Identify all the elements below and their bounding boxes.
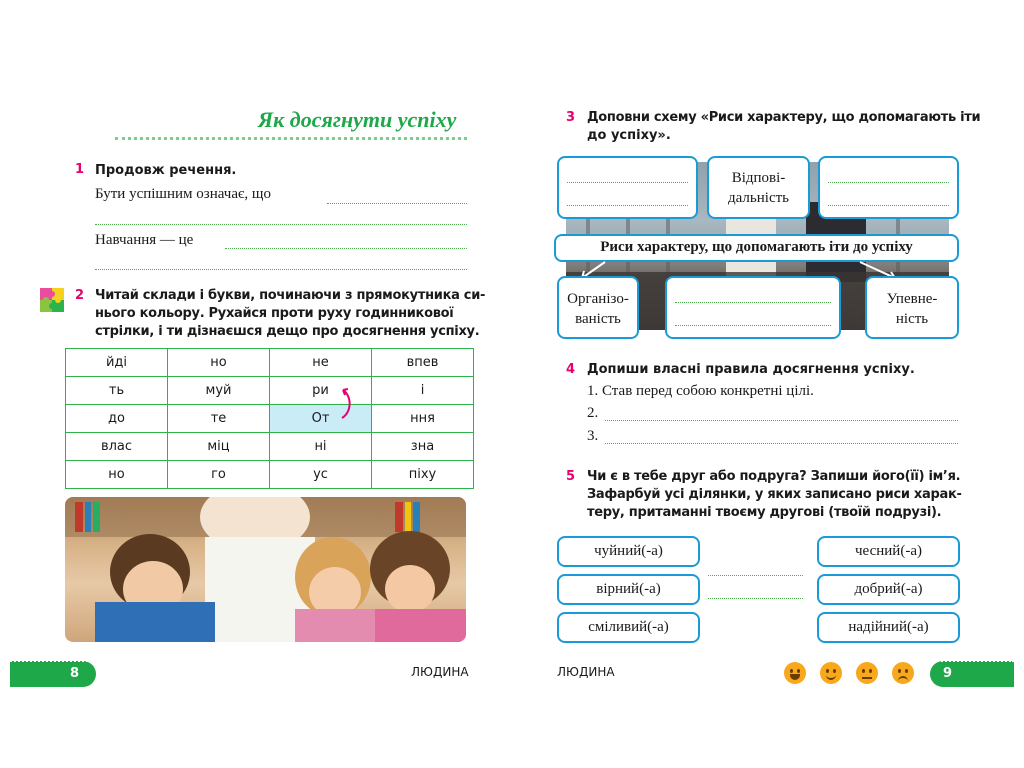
question-3-text-line-2: до успіху». [587,128,671,143]
scheme-empty-box-bottom-middle[interactable] [665,276,841,339]
answer-line[interactable] [95,224,467,225]
smiley-laugh-icon[interactable] [784,662,806,684]
answer-line[interactable] [605,443,958,444]
question-2-text-line-1: Читай склади і букви, починаючи з прямокутника си- [95,288,486,303]
question-number-4: 4 [566,362,576,377]
grid-cell: ус [270,461,372,489]
grid-cell: ння [372,405,474,433]
grid-cell: не [270,349,372,377]
scheme-empty-box-top-left[interactable] [557,156,698,219]
children-studying-photo [65,497,466,642]
page-number-right: 9 [943,666,953,681]
sentence-start-2: Навчання — це [95,232,194,248]
footer-dotted-rule-left [10,660,96,662]
grid-cell: до [66,405,168,433]
scheme-box-confidence-line-1: Упевне- [886,291,938,307]
trait-box-right-3[interactable]: надійний(-а) [817,612,960,643]
answer-line[interactable] [605,420,958,421]
footer-section-right: ЛЮДИНА [557,665,615,679]
grid-cell: і [372,377,474,405]
question-5-text-line-3: теру, притаманні твоєму другові (твоїй подрузі). [587,505,942,520]
scheme-box-responsibility-line-2: дальність [728,190,789,206]
question-4-text: Допиши власні правила досягнення успіху. [587,362,915,377]
scheme-center-label: Риси характеру, що допомагають іти до успіху [600,239,913,255]
grid-cell: ть [66,377,168,405]
grid-cell: но [168,349,270,377]
scheme-box-confidence [865,276,959,339]
question-number-2: 2 [75,288,85,303]
footer-green-strip-left [10,661,96,687]
question-number-5: 5 [566,469,576,484]
trait-box-left-2[interactable]: вірний(-а) [557,574,700,605]
answer-line[interactable] [95,269,467,270]
answer-line[interactable] [327,203,467,204]
trait-box-left-3[interactable]: сміливий(-а) [557,612,700,643]
grid-cell: зна [372,433,474,461]
syllable-grid [65,348,474,489]
question-3-text-line-1: Доповни схему «Риси характеру, що допомагають іти [587,110,981,125]
ccw-arrow-icon [338,384,354,424]
rule-item-3-number: 3. [587,428,599,444]
title-dotted-rule [115,137,467,140]
trait-box-left-1[interactable]: чуйний(-а) [557,536,700,567]
smiley-happy-icon[interactable] [820,662,842,684]
grid-cell: но [66,461,168,489]
question-2-text-line-3: стрілки, і ти дізнаєшся дещо про досягнення успіху. [95,324,480,339]
scheme-box-confidence-line-2: ність [895,311,929,327]
question-number-3: 3 [566,110,576,125]
scheme-box-organization-line-2: ваність [575,311,621,327]
grid-cell: ні [270,433,372,461]
friend-name-line[interactable] [708,575,803,576]
scheme-box-responsibility [707,156,810,219]
scheme-box-responsibility-line-1: Відпові- [731,170,786,186]
answer-line[interactable] [225,248,467,249]
friend-name-line[interactable] [708,598,803,599]
question-1-text: Продовж речення. [95,163,237,178]
question-5-text-line-2: Зафарбуй усі ділянки, у яких записано риси харак- [587,487,962,502]
grid-cell: впев [372,349,474,377]
smiley-sad-icon[interactable] [892,662,914,684]
question-number-1: 1 [75,162,85,177]
grid-cell: піху [372,461,474,489]
footer-section-left: ЛЮДИНА [411,665,469,679]
grid-cell: влас [66,433,168,461]
grid-cell: го [168,461,270,489]
smiley-neutral-icon[interactable] [856,662,878,684]
grid-cell: міц [168,433,270,461]
trait-box-right-1[interactable]: чесний(-а) [817,536,960,567]
rule-item-2-number: 2. [587,405,599,421]
grid-cell: те [168,405,270,433]
question-2-text-line-2: нього кольору. Рухайся проти руху годинникової [95,306,454,321]
grid-cell: йді [66,349,168,377]
scheme-box-organization-line-1: Організо- [567,291,629,307]
grid-cell: ри [270,377,372,405]
sentence-start-1: Бути успішним означає, що [95,186,271,202]
footer-dotted-rule-right [930,660,1014,662]
page-number-left: 8 [70,666,80,681]
scheme-box-organization [557,276,639,339]
scheme-empty-box-top-right[interactable] [818,156,959,219]
question-5-text-line-1: Чи є в тебе друг або подруга? Запиши його(її) ім’я. [587,469,961,484]
page-title: Як досягнути успіху [258,107,457,132]
trait-box-right-2[interactable]: добрий(-а) [817,574,960,605]
rule-item-1: 1. Став перед собою конкретні цілі. [587,383,814,399]
grid-cell: муй [168,377,270,405]
puzzle-icon [40,288,64,312]
grid-cell-start-blue: От [270,405,372,433]
